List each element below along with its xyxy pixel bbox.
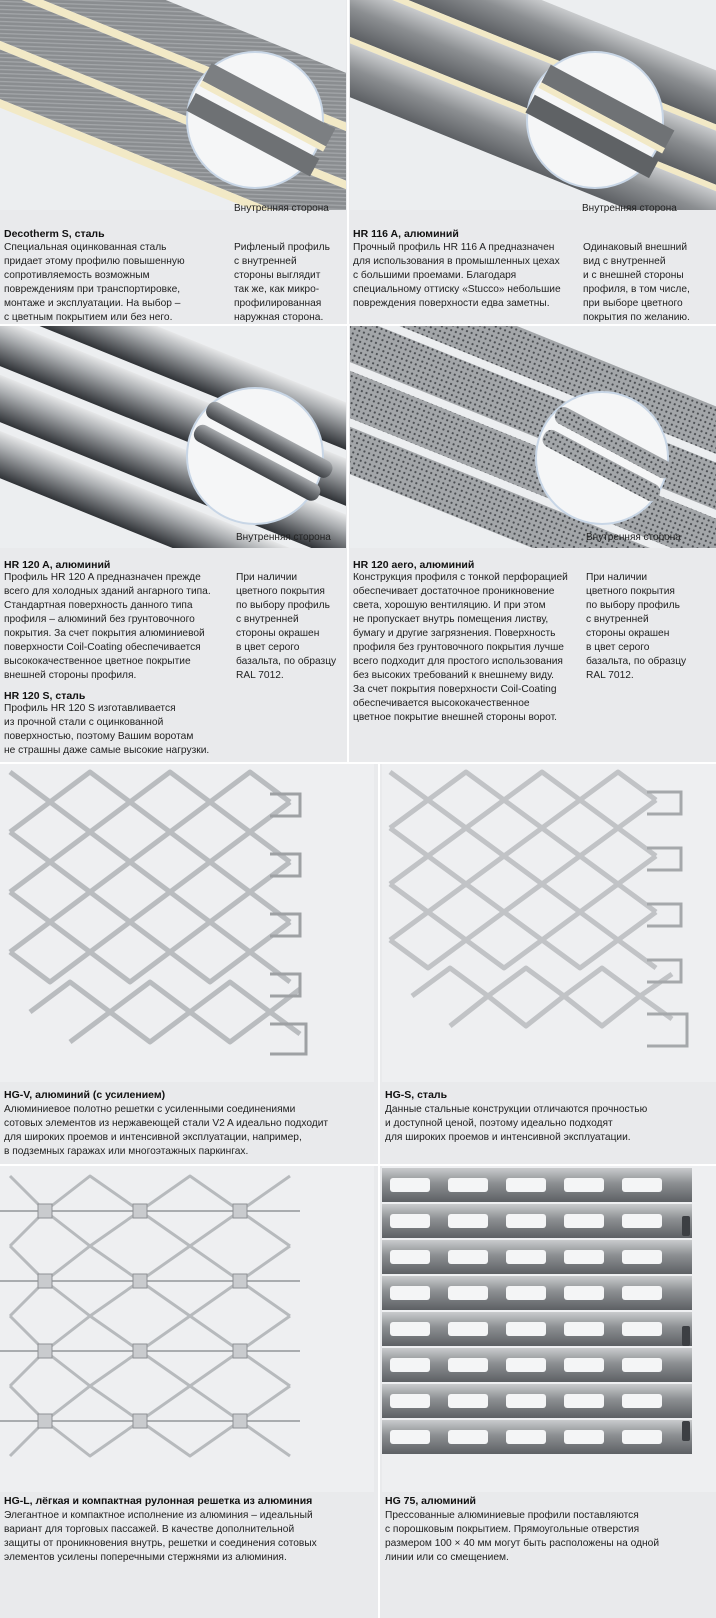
hgs-description: Данные стальные конструкции отличаются прочностью и доступной ценой, поэтому идеально подходят для широких проемов и интенсивной эксплуатации.	[385, 1104, 648, 1143]
separator-v-2	[347, 326, 349, 762]
hr120aero-title: HR 120 aero, алюминий	[353, 559, 475, 571]
hgl-description: Элегантное и компактное исполнение из алюминия – идеальный вариант для торговых пассажей. В качестве дополнительной защиты от проникновения внутрь, решетки и соединения сотовых элементов усилены поперечными стержнями из алюминия.	[4, 1510, 317, 1563]
hr116a-title: HR 116 A, алюминий	[353, 228, 459, 240]
hg75-image	[382, 1166, 716, 1492]
separator-v-4	[378, 1166, 380, 1618]
hr116a-inner-side-label: Внутренняя сторона	[582, 203, 677, 214]
hgl-image	[0, 1166, 374, 1492]
hr116a-description: Прочный профиль HR 116 A предназначен для использования в промышленных цехах с большими проемами. Благодаря специальному оттиску «Stucco» небольшие повреждения поверхности едва заметны.	[353, 242, 561, 309]
hgv-title: HG-V, алюминий (с усилением)	[4, 1089, 166, 1101]
row-decotherm-hr116	[0, 0, 716, 330]
hg75-description: Прессованные алюминиевые профили поставляются с порошковым покрытием. Прямоугольные отверстия размером 100 × 40 мм могут быть расположены на одной линии или со смещением.	[385, 1510, 660, 1563]
row-hgl-hg75	[0, 1166, 716, 1618]
hr120a-image	[0, 326, 346, 548]
hr120a-title: HR 120 A, алюминий	[4, 559, 111, 571]
hr120aero-image	[350, 326, 716, 548]
hr116a-image	[350, 0, 716, 210]
hr120s-description: Профиль HR 120 S изготавливается из прочной стали с оцинкованной поверхностью, поэтому Вашим воротам не страшны даже самые высокие нагрузки.	[4, 703, 210, 756]
row-hr120	[0, 326, 716, 762]
hr120s-title: HR 120 S, сталь	[4, 690, 86, 702]
separator-v-3	[378, 764, 380, 1164]
row-hgv-hgs	[0, 764, 716, 1164]
hr120a-inner-side-label: Внутренняя сторона	[236, 532, 331, 543]
hr120aero-inner-side-label: Внутренняя сторона	[586, 532, 681, 543]
hg75-title: HG 75, алюминий	[385, 1495, 476, 1507]
decotherm-description: Специальная оцинкованная сталь придает этому профилю повышенную сопротивляемость возможным повреждениям при транспортировке, монтаже и эксплуатации. На выбор – с цветным покрытием или без него.	[4, 242, 185, 323]
separator-v-1	[347, 0, 349, 324]
decotherm-inner-side-label: Внутренняя сторона	[234, 203, 329, 214]
hgs-title: HG-S, сталь	[385, 1089, 448, 1101]
hr116a-note: Одинаковый внешний вид с внутренней и с внешней стороны профиля, в том числе, при выборе цветного покрытия по желанию.	[583, 242, 690, 323]
decotherm-title: Decotherm S, сталь	[4, 228, 105, 240]
hgv-image	[0, 764, 374, 1082]
decotherm-note: Рифленый профиль с внутренней стороны выглядит так же, как микро- профилированная наружная сторона.	[234, 242, 330, 323]
hr120a-note: При наличии цветного покрытия по выбору профиль с внутренней стороны окрашен в цвет серого базальта, по образцу RAL 7012.	[236, 572, 337, 681]
hgs-image	[382, 764, 716, 1082]
hgv-description: Алюминиевое полотно решетки с усиленными соединениями сотовых элементов из нержавеющей стали V2 A идеально подходит для широких проемов и интенсивной эксплуатации, например, в подземных гаражах или многоэтажных паркингах.	[4, 1104, 329, 1157]
hgl-title: HG-L, лёгкая и компактная рулонная решетка из алюминия	[4, 1495, 313, 1507]
decotherm-image	[0, 0, 346, 210]
hr120aero-note: При наличии цветного покрытия по выбору профиль с внутренней стороны окрашен в цвет серого базальта, по образцу RAL 7012.	[586, 572, 687, 681]
hr120aero-description: Конструкция профиля с тонкой перфорацией обеспечивает достаточное проникновение света, хорошую вентиляцию. И при этом не пропускает внутрь помещения листву, бумагу и другие загрязнения. Поверхность профиля без грунтовочного покрытия лучше всего подходит для простого использования без высоких требований к внешнему виду. За счет покрытия поверхности Coil-Coating обеспечивается высококачественное цветное покрытие внешней стороны ворот.	[353, 572, 568, 723]
hr120a-description: Профиль HR 120 A предназначен прежде всего для холодных зданий ангарного типа. Стандартная поверхность данного типа профиля – алюминий без грунтовочного покрытия. За счет покрытия алюминиевой поверхности Coil-Coating обеспечивается высококачественное цветное покрытие внешней стороны профиля.	[4, 572, 211, 681]
